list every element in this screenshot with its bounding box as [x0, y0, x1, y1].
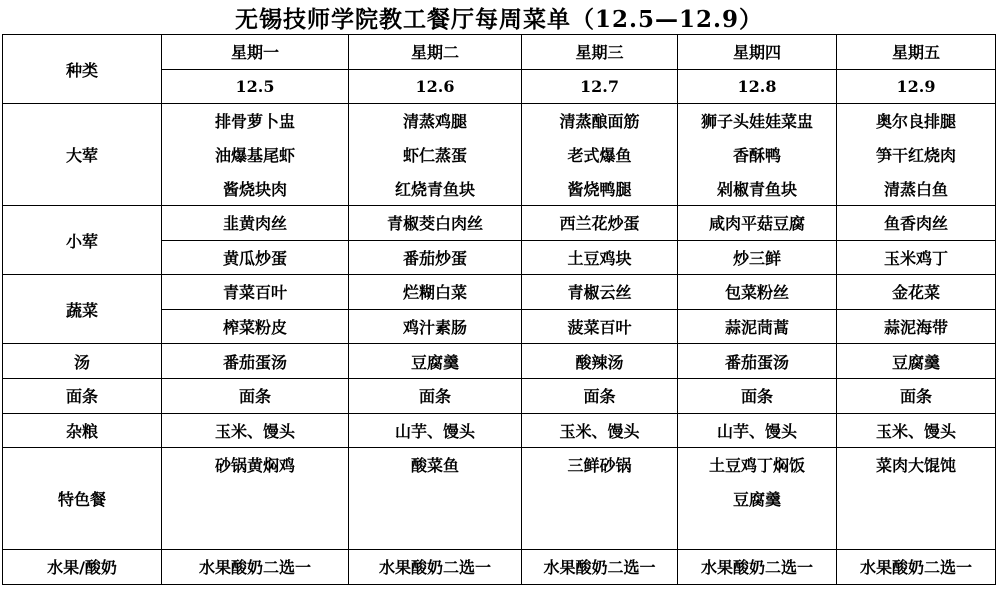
header-weekday-row	[3, 35, 996, 70]
dish-cell: 酸辣汤	[522, 344, 678, 379]
dish-cell: 西兰花炒蛋	[522, 205, 678, 240]
dish-cell: 蒜泥海带	[837, 309, 996, 344]
dish-cell: 青椒茭白肉丝	[349, 205, 522, 240]
dish-cell: 番茄炒蛋	[349, 240, 522, 275]
dish-cell: 面条	[349, 378, 522, 413]
table-row	[3, 344, 996, 379]
dish-cell: 青椒云丝	[522, 275, 678, 310]
dish-cell: 包菜粉丝	[678, 275, 837, 310]
table-row	[3, 448, 996, 482]
dish-cell: 烂糊白菜	[349, 275, 522, 310]
dish-cell: 三鲜砂锅	[522, 448, 678, 482]
dish-cell	[678, 515, 837, 549]
date-wed: 12.7	[522, 69, 678, 104]
dish-cell: 土豆鸡块	[522, 240, 678, 275]
table-row	[3, 378, 996, 413]
dish-cell: 酸菜鱼	[349, 448, 522, 482]
dish-cell: 青菜百叶	[162, 275, 349, 310]
dish-cell: 鱼香肉丝	[837, 205, 996, 240]
dish-cell: 山芋、馒头	[349, 413, 522, 448]
dish-cell	[162, 515, 349, 549]
dish-cell	[349, 515, 522, 549]
table-row	[3, 549, 996, 584]
dish-cell: 面条	[837, 378, 996, 413]
category-zaliang: 杂粮	[3, 413, 162, 448]
dish-cell: 豆腐羹	[678, 482, 837, 516]
table-row	[3, 104, 996, 138]
dish-cell: 水果酸奶二选一	[349, 549, 522, 584]
category-da-hun: 大荤	[3, 104, 162, 206]
dish-cell: 清蒸酿面筋	[522, 104, 678, 138]
dish-cell: 清蒸鸡腿	[349, 104, 522, 138]
dish-cell: 面条	[522, 378, 678, 413]
weekday-wed: 星期三	[522, 35, 678, 70]
dish-cell: 玉米鸡丁	[837, 240, 996, 275]
dish-cell: 奥尔良排腿	[837, 104, 996, 138]
table-row	[3, 275, 996, 310]
dish-cell: 土豆鸡丁焖饭	[678, 448, 837, 482]
category-tese: 特色餐	[3, 448, 162, 550]
weekday-thu: 星期四	[678, 35, 837, 70]
dish-cell	[522, 482, 678, 516]
dish-cell: 玉米、馒头	[162, 413, 349, 448]
category-tang: 汤	[3, 344, 162, 379]
weekday-tue: 星期二	[349, 35, 522, 70]
weekly-menu-table	[2, 34, 996, 585]
weekday-mon: 星期一	[162, 35, 349, 70]
dish-cell: 金花菜	[837, 275, 996, 310]
page-title: 无锡技师学院教工餐厅每周菜单（12.5—12.9）	[234, 5, 764, 33]
dish-cell: 菜肉大馄饨	[837, 448, 996, 482]
dish-cell: 油爆基尾虾	[162, 138, 349, 172]
dish-cell: 豆腐羹	[837, 344, 996, 379]
dish-cell: 番茄蛋汤	[678, 344, 837, 379]
category-header: 种类	[3, 35, 162, 104]
dish-cell: 笋干红烧肉	[837, 138, 996, 172]
dish-cell: 蒜泥茼蒿	[678, 309, 837, 344]
dish-cell: 韭黄肉丝	[162, 205, 349, 240]
dish-cell	[837, 515, 996, 549]
dish-cell: 酱烧鸭腿	[522, 171, 678, 205]
dish-cell: 面条	[162, 378, 349, 413]
dish-cell: 排骨萝卜盅	[162, 104, 349, 138]
dish-cell: 黄瓜炒蛋	[162, 240, 349, 275]
date-tue: 12.6	[349, 69, 522, 104]
dish-cell	[162, 482, 349, 516]
date-mon: 12.5	[162, 69, 349, 104]
category-shucai: 蔬菜	[3, 275, 162, 344]
dish-cell	[522, 515, 678, 549]
date-fri: 12.9	[837, 69, 996, 104]
dish-cell: 香酥鸭	[678, 138, 837, 172]
dish-cell: 清蒸白鱼	[837, 171, 996, 205]
dish-cell: 水果酸奶二选一	[678, 549, 837, 584]
category-xiao-hun: 小荤	[3, 205, 162, 274]
dish-cell: 玉米、馒头	[837, 413, 996, 448]
date-thu: 12.8	[678, 69, 837, 104]
dish-cell: 水果酸奶二选一	[162, 549, 349, 584]
dish-cell: 咸肉平菇豆腐	[678, 205, 837, 240]
dish-cell: 酱烧块肉	[162, 171, 349, 205]
dish-cell: 水果酸奶二选一	[837, 549, 996, 584]
dish-cell: 砂锅黄焖鸡	[162, 448, 349, 482]
dish-cell: 面条	[678, 378, 837, 413]
dish-cell	[349, 482, 522, 516]
dish-cell: 剁椒青鱼块	[678, 171, 837, 205]
dish-cell: 狮子头娃娃菜盅	[678, 104, 837, 138]
dish-cell: 豆腐羹	[349, 344, 522, 379]
dish-cell: 水果酸奶二选一	[522, 549, 678, 584]
table-row	[3, 205, 996, 240]
dish-cell: 菠菜百叶	[522, 309, 678, 344]
category-miantiao: 面条	[3, 378, 162, 413]
dish-cell: 鸡汁素肠	[349, 309, 522, 344]
dish-cell	[837, 482, 996, 516]
dish-cell: 虾仁蒸蛋	[349, 138, 522, 172]
category-fruit: 水果/酸奶	[3, 549, 162, 584]
dish-cell: 番茄蛋汤	[162, 344, 349, 379]
dish-cell: 榨菜粉皮	[162, 309, 349, 344]
dish-cell: 山芋、馒头	[678, 413, 837, 448]
dish-cell: 老式爆鱼	[522, 138, 678, 172]
dish-cell: 玉米、馒头	[522, 413, 678, 448]
table-row	[3, 413, 996, 448]
dish-cell: 红烧青鱼块	[349, 171, 522, 205]
weekday-fri: 星期五	[837, 35, 996, 70]
dish-cell: 炒三鲜	[678, 240, 837, 275]
